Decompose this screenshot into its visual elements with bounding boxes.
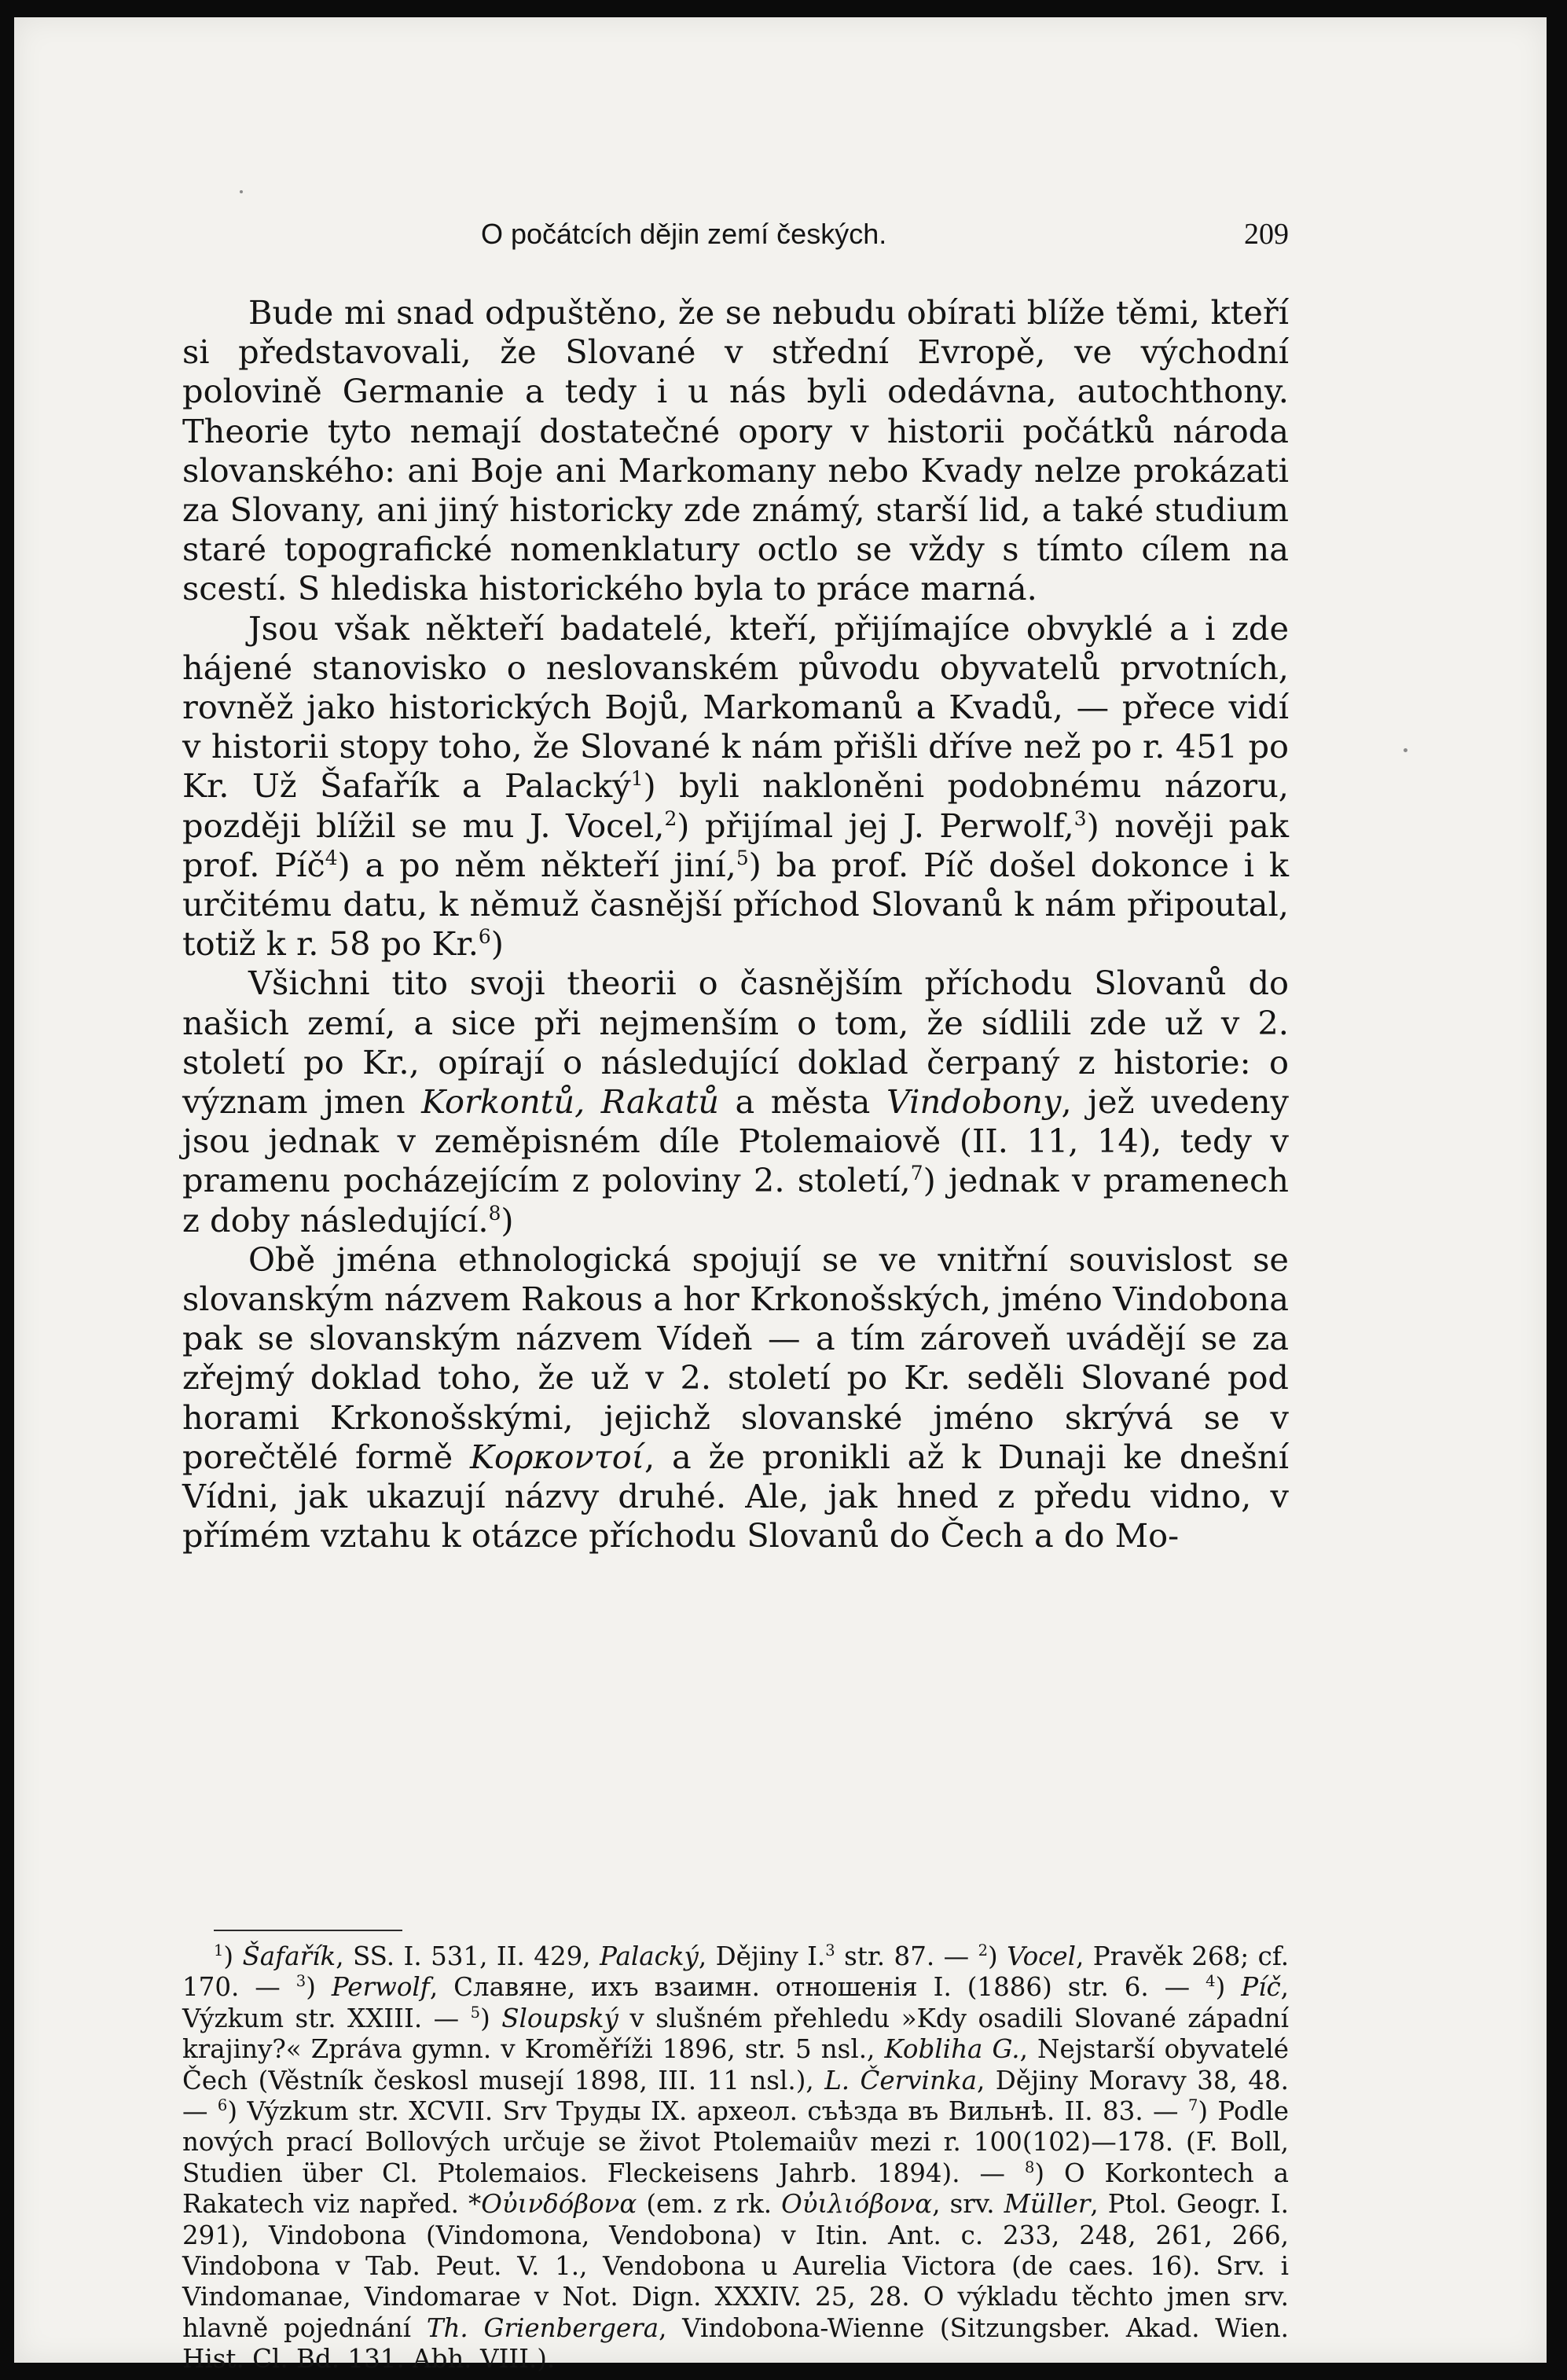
text-run: (em. z rk. <box>637 2189 782 2220</box>
text-run: ) O Korkontech a Rakatech viz napřed. * <box>182 2158 1289 2220</box>
footnote-marker: 2 <box>978 1941 988 1960</box>
text-run: Všichni tito svoji theorii o časnějším příchodu Slovanů do našich zemí, a sice při nejmenším o tom, že sídlili zde už v 2. století po Kr., opírají o následující doklad čerpaný z historie: o význam jmen <box>182 964 1289 1122</box>
italic-text: Korkontů, Rakatů <box>421 1082 720 1122</box>
text-run: ) <box>490 924 504 964</box>
running-head-title: O počátcích dějin zemí českých. <box>481 218 887 250</box>
paragraph-1 <box>182 293 1289 609</box>
text-run: Bude mi snad odpuštěno, že se nebudu obírati blíže těmi, kteří si představovali, že Slované v střední Evropě, ve východní polovině Germanie a tedy i u nás byli odedávna, autochthony. Theorie tyto nemají dostatečné opory v historii počátků národa slovanského: ani Boje ani Markomany nebo Kvady nelze prokázati za Slovany, ani jiný historicky zde známý, starší lid, a také studium staré topografické nomenklatury octlo se vždy s tímto cílem na scestí. S hlediska historického byla to práce marná. <box>182 293 1289 608</box>
text-run: , a že pronikli až k Dunaji ke dnešní Vídni, jak ukazují názvy druhé. Ale, jak hned z předu vidno, v přímém vztahu k otázce příchodu Slovanů do Čech a do Mo- <box>182 1437 1289 1555</box>
footnote-marker: 5 <box>736 847 749 870</box>
italic-text: Κορκοντοί <box>469 1437 644 1476</box>
text-run: v slušném přehledu »Kdy osadili Slované západní krajiny?« Zpráva gymn. v Kroměříži 1896, str. 5 nsl., <box>182 2003 1289 2065</box>
text-run: ) přijímal jej J. Perwolf, <box>677 806 1074 845</box>
text-run: ) <box>988 1941 1007 1971</box>
paragraph-3 <box>182 964 1289 1240</box>
text-run: ) <box>480 2003 502 2033</box>
italic-text: Šafařík <box>242 1941 336 1971</box>
italic-text: Οὐινδόβονα <box>481 2189 637 2220</box>
text-run: , Vindobona-Wienne (Sitzungsber. Akad. Wien. Hist. Cl. Bd. 131. Abh. VIII.). <box>182 2312 1289 2374</box>
text-run: ) Výzkum str. XCVII. Srv Труды IX. археол. съѣзда въ Вильнѣ. II. 83. — <box>227 2096 1188 2127</box>
text-run: ) <box>1215 1972 1242 2003</box>
footnote-separator-rule <box>214 1930 402 1931</box>
text-run: ) <box>223 1941 243 1971</box>
text-run: , Ptol. Geogr. I. 291), Vindobona (Vindomona, Vendobona) v Itin. Ant. c. 233, 248, 261, 266, Vindobona v Tab. Peut. V. 1., Vendobona u Aurelia Victora (de caes. 16). Srv. i Vindomanae, Vindomarae v Not. Dign. XXXIV. 25, 28. O výkladu těchto jmen srv. hlavně pojednání <box>182 2189 1290 2343</box>
text-run: Obě jména ethnologická spojují se ve vnitřní souvislost se slovanským názvem Rakous a hor Krkonošských, jméno Vindobona pak se slovanským názvem Vídeň — a tím zároveň uvádějí se za zřejmý doklad toho, že už v 2. století po Kr. seděli Slované pod horami Krkonošskými, jejichž slovanské jméno skrývá se v porečtělé formě <box>182 1240 1289 1476</box>
footnote-marker: 4 <box>325 847 338 870</box>
running-head <box>182 211 1289 258</box>
italic-text: Píč <box>1241 1972 1281 2003</box>
italic-text: Οὐιλιόβονα <box>781 2189 933 2220</box>
text-run: ) <box>306 1972 332 2003</box>
footnote-marker: 1 <box>630 767 644 791</box>
text-run: , srv. <box>932 2189 1004 2220</box>
italic-text: Th. Grienbergera <box>426 2312 659 2343</box>
page-number: 209 <box>1244 218 1289 251</box>
footnote-marker: 8 <box>1024 2158 1035 2177</box>
footnote-marker: 8 <box>488 1201 501 1225</box>
text-run: ) nověji pak prof. Píč <box>182 806 1289 884</box>
body-text <box>182 293 1289 1556</box>
footnote-text <box>182 1941 1289 2375</box>
text-run: a města <box>719 1082 886 1122</box>
text-run: , Dějiny I. <box>698 1941 826 1971</box>
footnote-marker: 1 <box>214 1941 224 1960</box>
text-run: , jež uvedeny jsou jednak v zeměpisném díle Ptolemaiově (II. 11, 14), tedy v pramenu pocházejícím z poloviny 2. století, <box>182 1082 1289 1200</box>
italic-text: Palacký <box>600 1941 699 1971</box>
paragraph-4 <box>182 1240 1289 1556</box>
text-run: ) a po něm někteří jiní, <box>337 845 736 884</box>
footnote-marker: 4 <box>1206 1972 1216 1991</box>
footnote-marker: 3 <box>825 1941 835 1960</box>
text-run: ) <box>501 1200 514 1240</box>
text-run: , Pravěk 268; cf. 170. — <box>182 1941 1290 2003</box>
footnote-marker: 3 <box>295 1972 306 1991</box>
text-run: str. 87. — <box>835 1941 978 1971</box>
scan-speck <box>240 190 243 193</box>
footnote-marker: 2 <box>664 806 677 830</box>
italic-text: Perwolf <box>331 1972 430 2003</box>
text-run: ) ba prof. Píč došel dokonce i k určitému datu, k němuž časnější příchod Slovanů k nám připoutal, totiž k r. 58 po Kr. <box>182 845 1289 964</box>
text-run: ) byli nakloněni podobnému názoru, později blížil se mu J. Vocel, <box>182 766 1289 845</box>
footnote-marker: 7 <box>910 1162 923 1185</box>
text-run: ) Podle nových prací Bollových určuje se život Ptolemaiův mezi r. 100(102)—178. (F. Boll, Studien über Cl. Ptolemaios. Fleckeisens Jahrb. 1894). — <box>182 2096 1289 2188</box>
text-run: , Славяне, ихъ взаимн. отношенія I. (1886) str. 6. — <box>429 1972 1206 2003</box>
italic-text: Vindobony <box>886 1082 1062 1122</box>
text-run: , SS. I. 531, II. 429, <box>336 1941 600 1971</box>
paragraph-2 <box>182 609 1289 964</box>
footnote-marker: 7 <box>1187 2096 1198 2115</box>
italic-text: Müller <box>1004 2189 1091 2220</box>
text-run: , Výzkum str. XXIII. — <box>182 1972 1290 2033</box>
footnotes <box>182 1941 1289 2375</box>
italic-text: Kobliha G. <box>884 2034 1020 2065</box>
footnote-marker: 3 <box>1073 806 1087 830</box>
footnote-marker: 6 <box>478 925 491 949</box>
text-run: , Nejstarší obyvatelé Čech (Věstník českosl musejí 1898, III. 11 nsl.), <box>182 2034 1289 2095</box>
text-run: ) jednak v pramenech z doby následující. <box>182 1161 1289 1240</box>
italic-text: Sloupský <box>501 2003 618 2033</box>
text-run: Jsou však někteří badatelé, kteří, přijímajíce obvyklé a i zde hájené stanovisko o neslovanském původu obyvatelů prvotních, rovněž jako historických Bojů, Markomanů a Kvadů, — přece vidí v historii stopy toho, že Slované k nám přišli dříve než po r. 451 po Kr. Už Šafařík a Palacký <box>182 608 1289 806</box>
italic-text: L. Červinka <box>824 2065 977 2095</box>
italic-text: Vocel <box>1007 1941 1076 1971</box>
footnote-marker: 5 <box>470 2003 481 2022</box>
footnote-marker: 6 <box>217 2096 228 2115</box>
text-run: , Dějiny Moravy 38, 48. — <box>182 2065 1289 2127</box>
scan-speck <box>1404 748 1407 752</box>
